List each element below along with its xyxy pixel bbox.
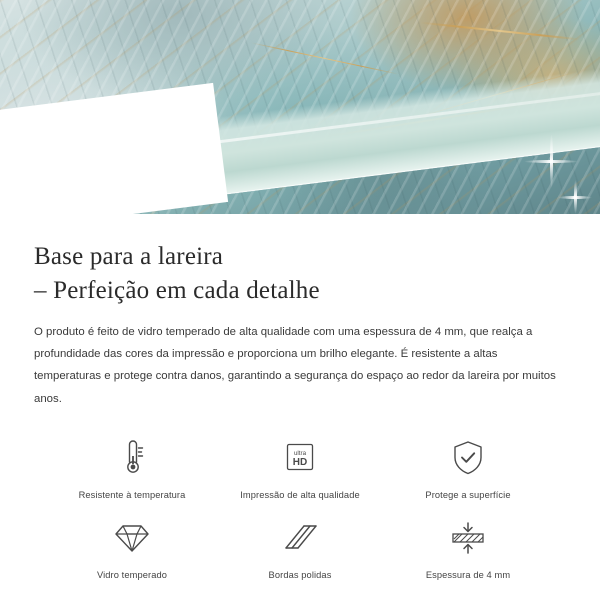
thermometer-icon [117,436,147,480]
headline-line-1: Base para a lareira [34,243,224,270]
diamond-icon [113,516,151,560]
svg-text:ultra: ultra [293,449,307,457]
feature-grid [34,436,566,580]
feature-item-print-quality [216,436,384,500]
shield-check-icon [451,436,485,480]
thickness-4mm-icon [447,516,489,560]
feature-label: Vidro temperado [96,569,168,580]
hero-white-mask-bottom [0,214,600,222]
headline-line-2: – Perfeição em cada detalhe [34,276,320,304]
feature-label: Bordas polidas [268,569,332,580]
feature-label: Resistente à temperatura [78,489,186,500]
feature-label: Espessura de 4 mm [425,569,511,580]
polished-edges-icon [282,516,318,560]
feature-item-surface-protection [384,436,552,500]
feature-item-thickness [384,516,552,580]
text-content [0,222,600,580]
feature-item-polished-edges [216,516,384,580]
feature-item-tempered-glass [48,516,216,580]
feature-label: Protege a superfície [425,489,511,500]
hero-product-image [0,0,600,222]
feature-item-temperature [48,436,216,500]
page-title [34,240,566,307]
svg-text:HD: HD [292,456,308,468]
product-description: O produto é feito de vidro temperado de alta qualidade com uma espessura de 4 mm, que realça a profundidade das cores da impressão e proporciona um brilho elegante. É resistente a altas temperaturas e protege contra danos, garantindo a segurança do espaço ao redor da lareira por muitos anos. [34,326,556,405]
feature-label: Impressão de alta qualidade [240,489,360,500]
ultra-hd-icon [282,436,318,480]
